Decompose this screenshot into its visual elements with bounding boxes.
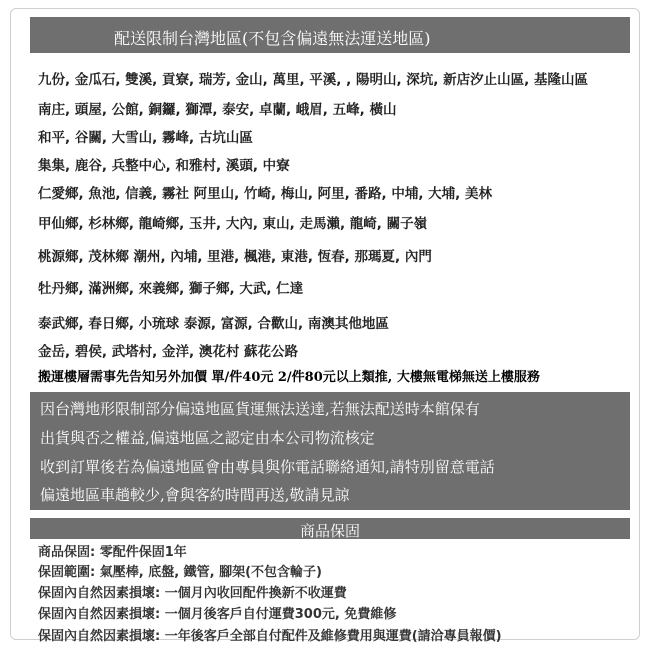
warranty-line: 保固內自然因素損壞: 一個月後客戶自付運費300元, 免費維修	[38, 607, 397, 622]
remote-area-line: 集集, 鹿谷, 兵整中心, 和雅村, 溪頭, 中寮	[38, 158, 290, 174]
remote-areas-header-bar	[30, 17, 630, 53]
delivery-notice-box	[30, 392, 630, 510]
warranty-header: 商品保固	[299, 522, 360, 540]
remote-area-line: 南庄, 頭屋, 公館, 銅鑼, 獅潭, 泰安, 卓蘭, 峨眉, 五峰, 橫山	[38, 102, 397, 118]
delivery-notice-line: 偏遠地區車趟較少,會與客約時間再送,敬請見諒	[40, 486, 350, 504]
remote-area-line: 桃源鄉, 茂林鄉 潮州, 內埔, 里港, 楓港, 東港, 恆春, 那瑪夏, 內門	[38, 249, 432, 265]
remote-area-line: 金岳, 碧侯, 武塔村, 金洋, 澳花村 蘇花公路	[38, 344, 299, 360]
remote-area-line: 九份, 金瓜石, 雙溪, 貢寮, 瑞芳, 金山, 萬里, 平溪, , 陽明山, 深坑, 新店汐止山區, 基隆山區	[38, 72, 588, 88]
remote-area-line: 甲仙鄉, 杉林鄉, 龍崎鄉, 玉井, 大內, 東山, 走馬瀨, 龍崎, 關子嶺	[38, 216, 428, 232]
remote-areas-header: 配送限制台灣地區(不包含偏遠無法運送地區)	[114, 29, 431, 48]
remote-area-line: 仁愛鄉, 魚池, 信義, 霧社 阿里山, 竹崎, 梅山, 阿里, 番路, 中埔, 大埔, 美林	[38, 186, 492, 202]
warranty-line: 保固內自然因素損壞: 一年後客戶全部自付配件及維修費用與運費(請洽專員報價)	[38, 629, 502, 644]
warranty-line: 保固內自然因素損壞: 一個月內收回配件換新不收運費	[38, 586, 347, 601]
delivery-notice-line: 因台灣地形限制部分偏遠地區貨運無法送達,若無法配送時本館保有	[40, 400, 480, 418]
remote-area-line: 泰武鄉, 春日鄉, 小琉球 泰源, 富源, 合歡山, 南澳其他地區	[38, 316, 389, 332]
remote-area-line: 牡丹鄉, 滿洲鄉, 來義鄉, 獅子鄉, 大武, 仁達	[38, 281, 304, 297]
warranty-header-bar	[30, 518, 630, 539]
surcharge-notice: 搬運樓層需事先告知另外加價 單/件40元 2/件80元以上類推, 大樓無電梯無送上樓服務	[38, 370, 540, 385]
delivery-notice-line: 收到訂單後若為偏遠地區會由專員與你電話聯絡通知,請特別留意電話	[40, 458, 495, 476]
delivery-notice-line: 出貨與否之權益,偏遠地區之認定由本公司物流核定	[40, 429, 375, 447]
warranty-line: 商品保固: 零配件保固1年	[38, 545, 187, 560]
warranty-line: 保固範圍: 氣壓棒, 底盤, 鐵管, 腳架(不包含輪子)	[38, 565, 323, 580]
remote-area-line: 和平, 谷關, 大雪山, 霧峰, 古坑山區	[38, 130, 253, 146]
